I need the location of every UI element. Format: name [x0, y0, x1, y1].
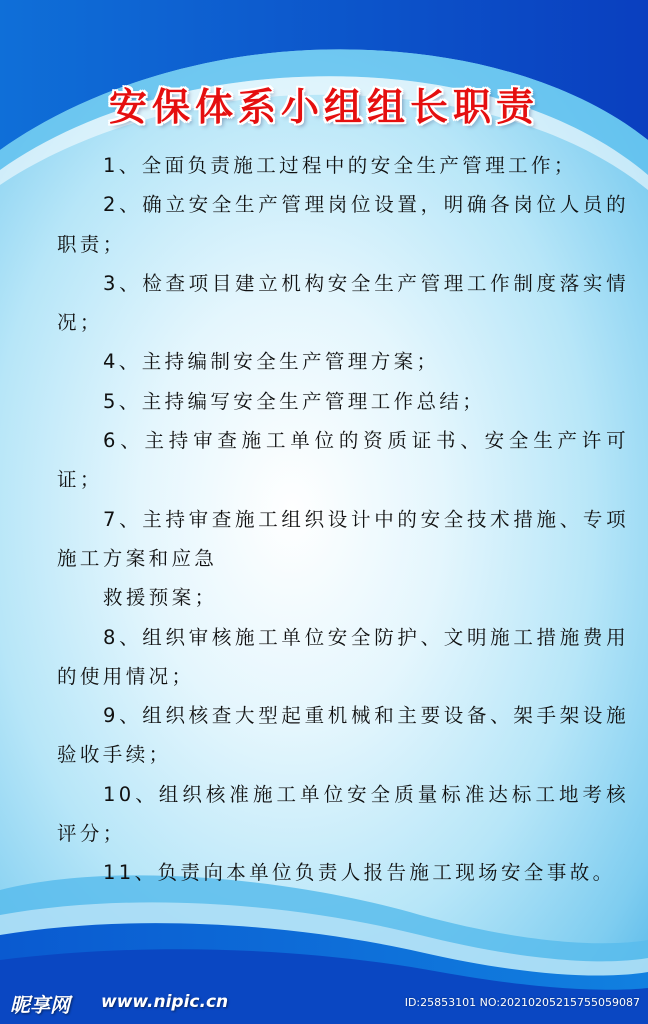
- duty-item: 2、确立安全生产管理岗位设置，明确各岗位人员的职责；: [57, 193, 629, 256]
- duty-item: 5、主持编写安全生产管理工作总结；: [103, 389, 486, 413]
- duties-list: [57, 146, 629, 893]
- page-title: 安保体系小组组长职责: [108, 85, 539, 129]
- duty-item: 4、主持编制安全生产管理方案；: [103, 350, 440, 374]
- duty-item-continuation: 救援预案；: [103, 586, 218, 610]
- duty-item: 10、组织核准施工单位安全质量标准达标工地考核评分；: [57, 782, 629, 846]
- watermark-url: www.nipic.cn: [101, 992, 229, 1012]
- duty-item: 8、组织审核施工单位安全防护、文明施工措施费用的使用情况；: [57, 625, 629, 688]
- duty-item: 7、主持审查施工组织设计中的安全技术措施、专项施工方案和应急: [57, 507, 629, 570]
- duty-item: 9、组织核查大型起重机械和主要设备、架手架设施验收手续；: [57, 704, 629, 767]
- duty-item: 1、全面负责施工过程中的安全生产管理工作；: [103, 154, 577, 177]
- watermark-logo: 昵享网: [10, 993, 70, 1017]
- watermark-id: ID:25853101 NO:20210205215755059087: [404, 996, 640, 1009]
- duty-item: 6、主持审查施工单位的资质证书、安全生产许可证；: [57, 429, 629, 492]
- duty-item: 11、负责向本单位负责人报告施工现场安全事故。: [103, 861, 616, 885]
- duty-item: 3、检查项目建立机构安全生产管理工作制度落实情况；: [57, 271, 629, 335]
